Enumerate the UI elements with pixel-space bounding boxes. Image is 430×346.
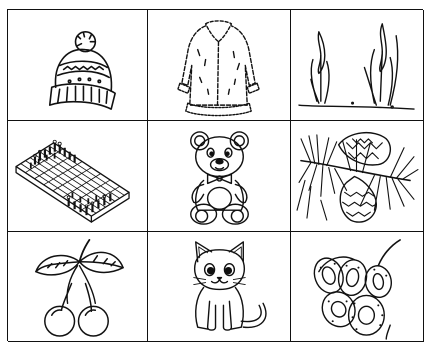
fur-coat-icon bbox=[148, 10, 290, 120]
kitten-icon bbox=[148, 232, 290, 341]
picture-cell[interactable] bbox=[148, 121, 291, 232]
picture-cell[interactable] bbox=[8, 232, 148, 342]
cattail-icon bbox=[291, 10, 423, 120]
picture-grid bbox=[7, 9, 423, 341]
picture-cell[interactable] bbox=[291, 232, 424, 342]
teddy-bear-icon bbox=[148, 121, 290, 231]
chess-board-icon bbox=[8, 121, 147, 231]
picture-cell[interactable] bbox=[148, 10, 291, 121]
picture-cell[interactable] bbox=[8, 121, 148, 232]
picture-cell[interactable] bbox=[291, 121, 424, 232]
cherries-icon bbox=[8, 232, 147, 341]
picture-cell[interactable] bbox=[148, 232, 291, 342]
picture-cell[interactable] bbox=[291, 10, 424, 121]
picture-cell[interactable] bbox=[8, 10, 148, 121]
knit-hat-icon bbox=[8, 10, 147, 120]
bagels-icon bbox=[291, 232, 423, 341]
pine-cone-icon bbox=[291, 121, 423, 231]
